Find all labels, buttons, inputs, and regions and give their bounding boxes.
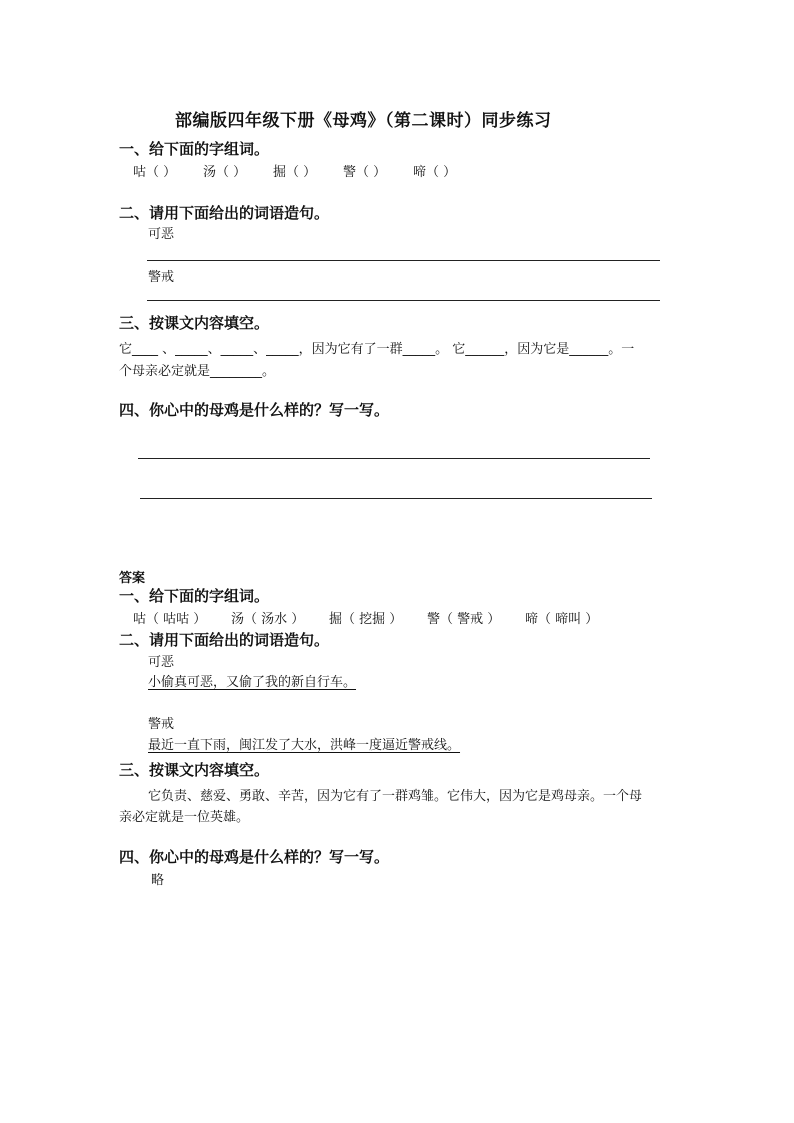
answers-q4-text: 略 bbox=[151, 873, 165, 888]
q3-heading: 三、按课文内容填空。 bbox=[119, 314, 270, 332]
answer-line[interactable] bbox=[140, 498, 652, 499]
answers-q1-item: 警（ 警戒 ） bbox=[427, 612, 501, 627]
answers-q2-sentence-2: 最近一直下雨，闽江发了大水，洪峰一度逼近警戒线。 bbox=[148, 738, 461, 753]
q2-word-1: 可恶 bbox=[148, 227, 175, 242]
answers-label: 答案 bbox=[119, 571, 146, 586]
q1-item: 啼（ ） bbox=[413, 165, 457, 180]
q1-item: 警（ ） bbox=[343, 165, 387, 180]
answer-line[interactable] bbox=[138, 458, 650, 459]
answers-q1-item: 汤（ 汤水 ） bbox=[231, 612, 305, 627]
answers-q3-heading: 三、按课文内容填空。 bbox=[119, 761, 270, 779]
answers-q3-text-1: 它负责、慈爱、勇敢、辛苦，因为它有了一群鸡雏。它伟大，因为它是鸡母亲。一个母 bbox=[148, 789, 643, 804]
page-title: 部编版四年级下册《母鸡》（第二课时）同步练习 bbox=[175, 111, 552, 131]
q2-heading: 二、请用下面给出的词语造句。 bbox=[119, 204, 330, 222]
q4-heading: 四、你心中的母鸡是什么样的？写一写。 bbox=[119, 401, 390, 419]
answers-q2-sentence-1: 小偷真可恶，又偷了我的新自行车。 bbox=[148, 675, 357, 690]
q1-item: 咕（ ） bbox=[133, 165, 177, 180]
answers-q1-item: 掘（ 挖掘 ） bbox=[329, 612, 403, 627]
answer-line[interactable] bbox=[147, 260, 660, 261]
answers-q1-heading: 一、给下面的字组词。 bbox=[119, 587, 270, 605]
q3-fill-line-1: 它____ 、_____、_____、_____，因为它有了一群_____。 它______，因为它是______。一 bbox=[119, 342, 635, 357]
q3-fill-line-2: 个母亲必定就是________。 bbox=[119, 364, 276, 379]
answers-q1-item: 啼（ 啼叫 ） bbox=[525, 612, 599, 627]
answers-q2-word-1: 可恶 bbox=[148, 655, 175, 670]
q1-heading: 一、给下面的字组词。 bbox=[119, 140, 270, 158]
answers-q1-item: 咕（ 咕咕 ） bbox=[133, 612, 207, 627]
q2-word-2: 警戒 bbox=[148, 270, 175, 285]
answers-q2-heading: 二、请用下面给出的词语造句。 bbox=[119, 631, 330, 649]
q1-item: 掘（ ） bbox=[273, 165, 317, 180]
answers-q4-heading: 四、你心中的母鸡是什么样的？写一写。 bbox=[119, 848, 390, 866]
answers-q3-text-2: 亲必定就是一位英雄。 bbox=[119, 810, 250, 825]
answers-q2-word-2: 警戒 bbox=[148, 717, 175, 732]
q1-item: 汤（ ） bbox=[203, 165, 247, 180]
answer-line[interactable] bbox=[147, 300, 660, 301]
